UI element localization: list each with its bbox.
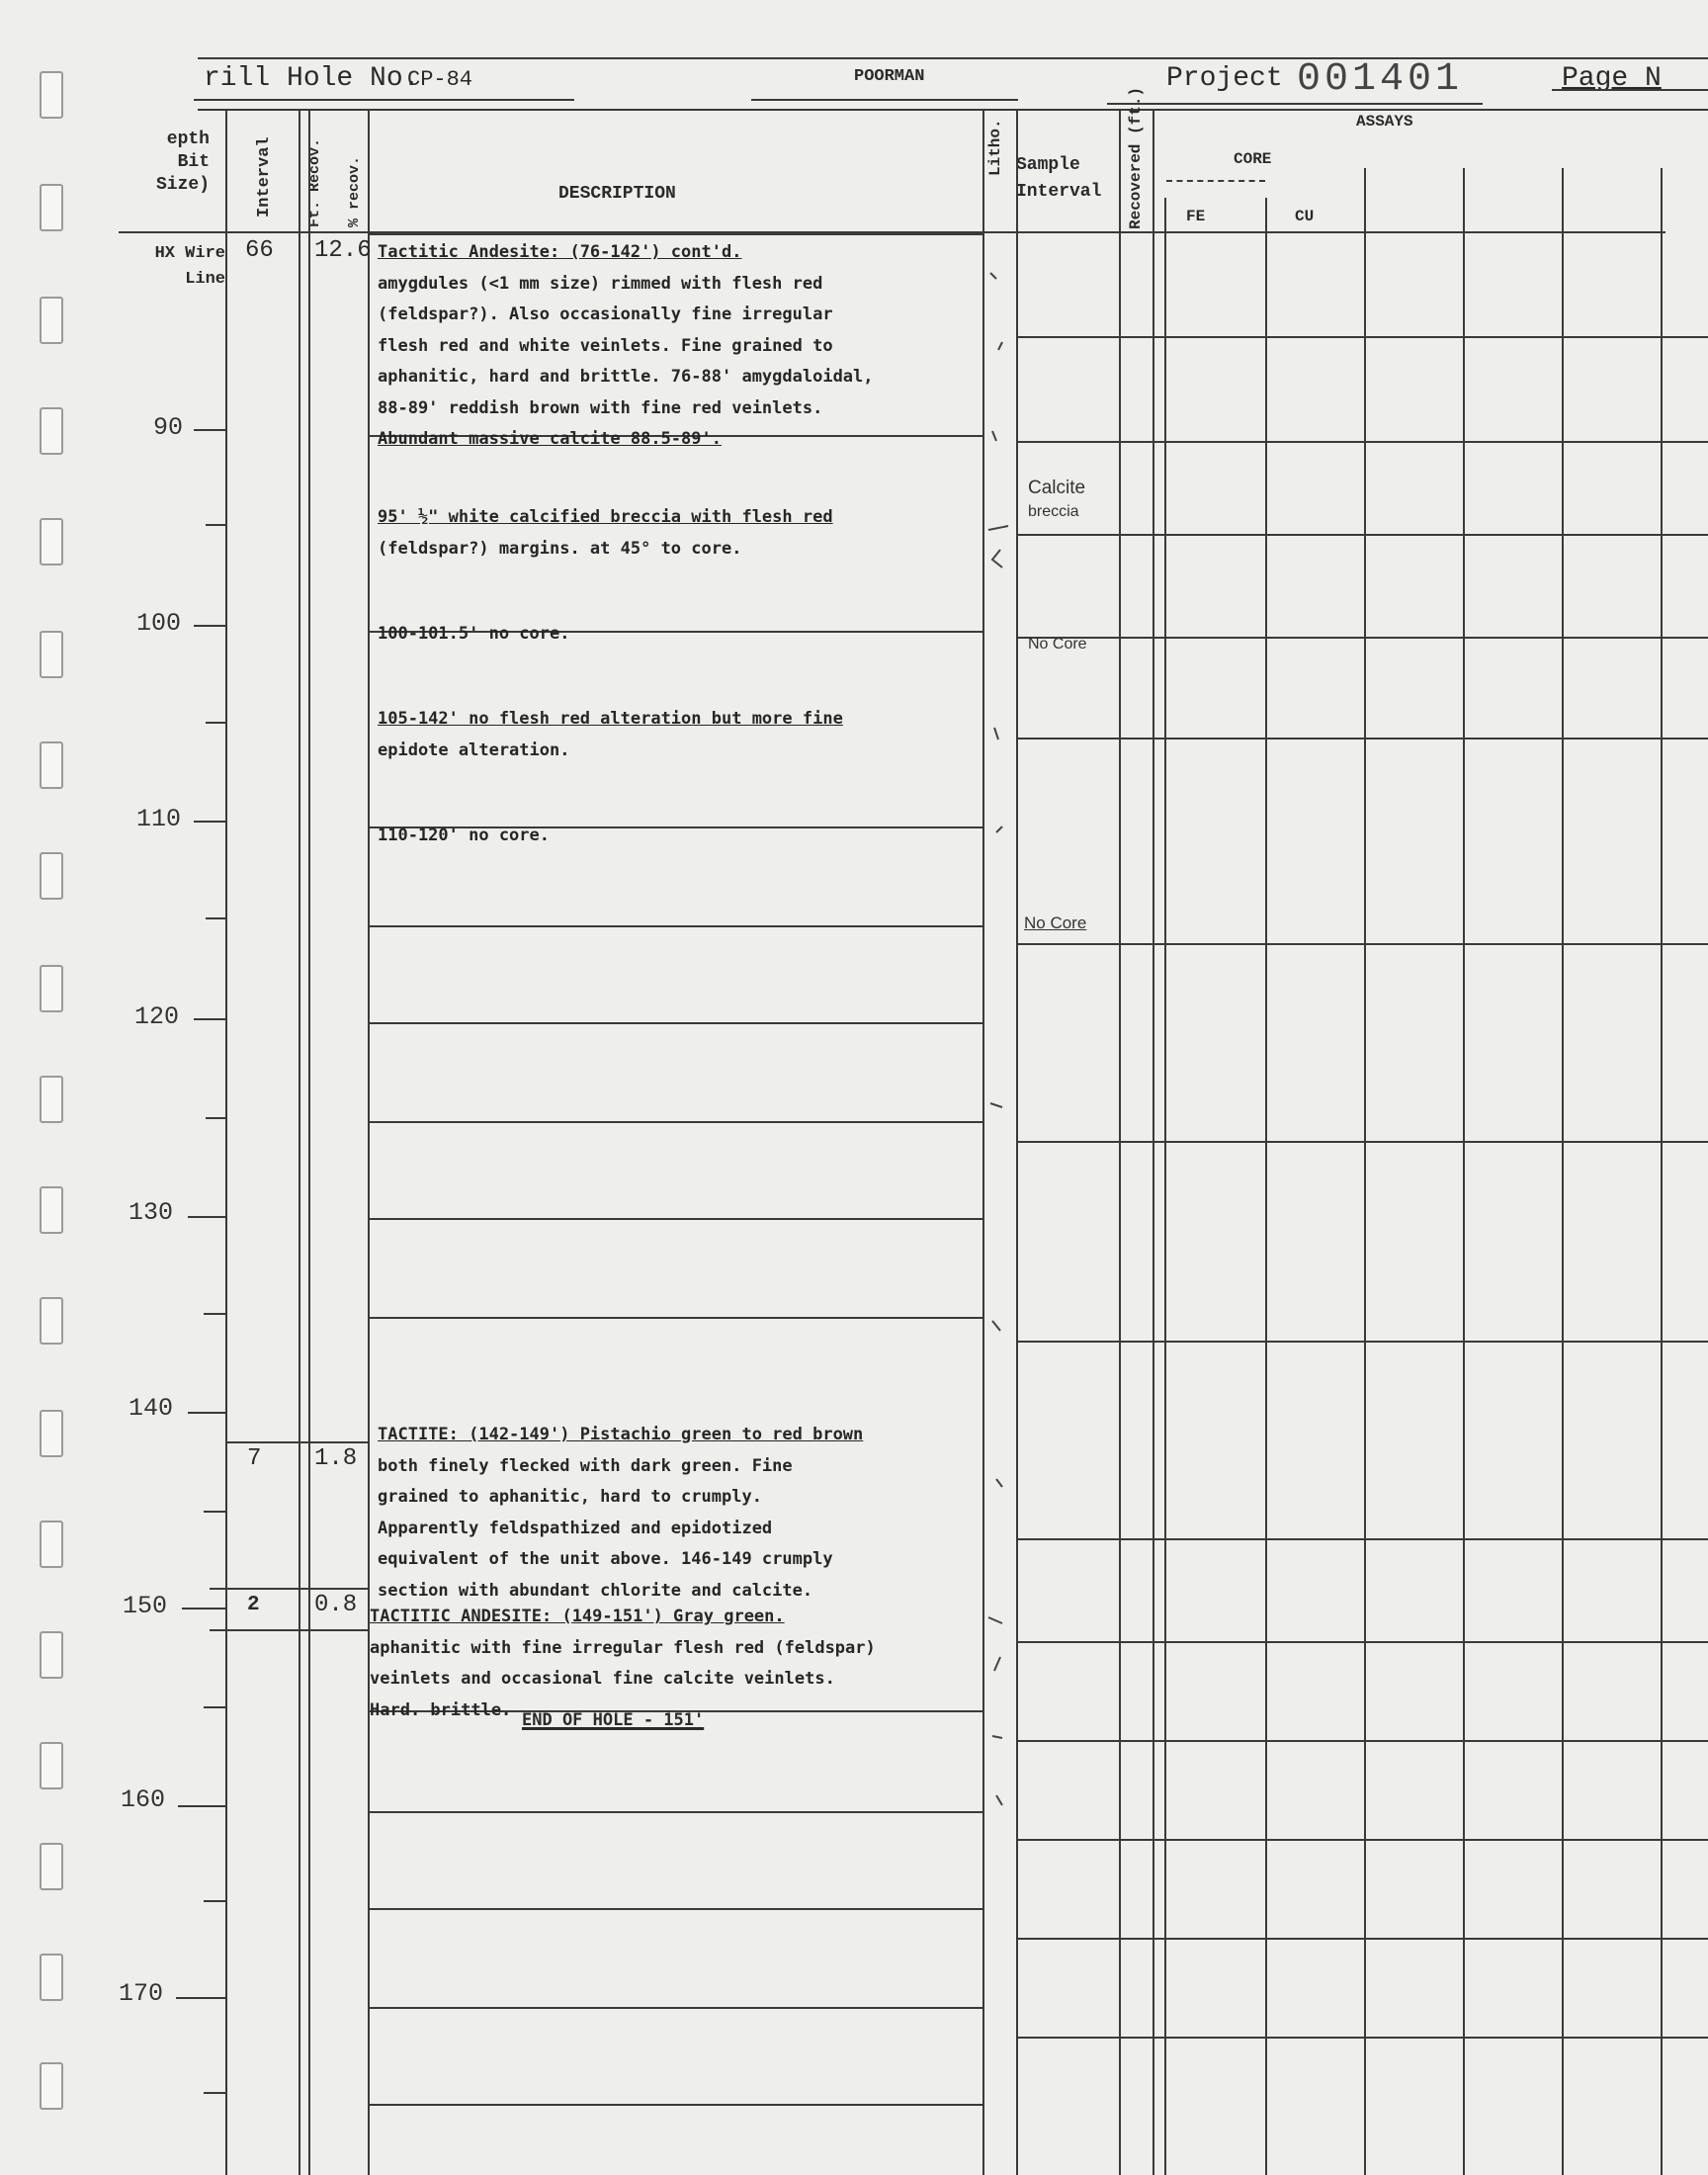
sample-interval-column-header: Sample Interval: [1016, 155, 1102, 202]
top-border: [198, 57, 1708, 59]
depth-minor-tick: [204, 1511, 225, 1513]
row-line: [1016, 1740, 1708, 1742]
depth-tick: [194, 1018, 225, 1020]
sample-note: Calcite breccia: [1028, 478, 1086, 520]
row-line: [1016, 1839, 1708, 1841]
binder-hole: [40, 1410, 63, 1457]
drill-hole-label: rill Hole No.: [204, 63, 420, 94]
row-line: [1016, 637, 1708, 639]
lithology-column-header: Litho.: [986, 119, 1004, 176]
interval-value: 2: [247, 1594, 260, 1616]
depth-minor-tick: [204, 1900, 225, 1902]
row-line: [1016, 441, 1708, 443]
binder-hole: [40, 71, 63, 119]
sample-note: No Core: [1024, 914, 1087, 932]
bit-size: HX Wire Line: [154, 244, 225, 289]
depth-minor-tick: [206, 524, 225, 526]
row-line: [368, 2007, 982, 2009]
depth-tick: [178, 1805, 225, 1807]
header-top-line: [198, 109, 1708, 111]
description-column-header: DESCRIPTION: [558, 184, 676, 204]
col-line: [368, 109, 370, 2175]
row-line: [368, 1121, 982, 1123]
sample-note: No Core: [1028, 636, 1087, 652]
depth-minor-tick: [204, 2092, 225, 2094]
depth-tick-label: 160: [121, 1785, 166, 1814]
project-label: Project: [1166, 63, 1283, 94]
recovery-value: 12.6: [314, 237, 372, 264]
cu-header: CU: [1295, 208, 1315, 225]
row-line: [368, 1908, 982, 1910]
lithology-marks: [982, 233, 1016, 2175]
end-of-hole: END OF HOLE - 151': [522, 1710, 705, 1730]
project-number: 001401: [1297, 57, 1464, 102]
col-line: [1364, 168, 1366, 2175]
description-block: 105-142' no flesh red alteration but more fine epidote alteration.: [378, 709, 843, 760]
row-line: [1016, 336, 1708, 338]
core-header: CORE: [1234, 150, 1272, 168]
binder-hole: [40, 1521, 63, 1568]
pct-recovery-column-header: % recov.: [346, 155, 363, 227]
recovery-column-header: Ft. Recov.: [306, 137, 323, 227]
interval-separator: [210, 1588, 370, 1590]
row-line: [1016, 2037, 1708, 2039]
binder-hole: [40, 1297, 63, 1345]
interval-column-header: Interval: [255, 136, 274, 218]
binder-hole: [40, 1076, 63, 1123]
col-line: [225, 109, 227, 2175]
depth-tick: [188, 1216, 225, 1218]
page-label: Page N: [1562, 63, 1662, 94]
row-line: [368, 925, 982, 927]
binder-hole: [40, 631, 63, 678]
row-line: [1016, 1341, 1708, 1343]
depth-column-header: epth Bit Size): [155, 130, 210, 195]
row-line: [1016, 1141, 1708, 1143]
divider: [1107, 103, 1483, 105]
binder-hole: [40, 184, 63, 231]
description-block: 110-120' no core.: [378, 826, 550, 845]
binder-hole: [40, 852, 63, 900]
row-line: [1016, 1938, 1708, 1940]
description-block: 95' ½" white calcified breccia with flesh red (feldspar?) margins. at 45° to core.: [378, 507, 833, 559]
col-line: [1661, 168, 1663, 2175]
col-line: [299, 109, 300, 2175]
depth-tick-label: 170: [119, 1979, 164, 2008]
row-line: [368, 233, 982, 235]
row-line: [368, 1811, 982, 1813]
depth-tick-label: 90: [153, 413, 184, 442]
binder-hole: [40, 297, 63, 344]
binder-hole: [40, 741, 63, 789]
interval-separator: [210, 1629, 370, 1631]
binder-hole: [40, 407, 63, 455]
center-title: POORMAN: [854, 67, 925, 86]
col-line: [1562, 168, 1564, 2175]
depth-tick: [182, 1608, 225, 1610]
description-block: TACTITIC ANDESITE: (149-151') Gray green. aphanitic with fine irregular flesh red (feldspar) veinlets and occasional fine calcite veinlets. Hard. brittle.: [370, 1607, 876, 1720]
depth-minor-tick: [206, 1117, 225, 1119]
row-line: [368, 1218, 982, 1220]
row-line: [1016, 1641, 1708, 1643]
depth-tick-label: 150: [123, 1592, 168, 1620]
depth-tick-label: 140: [128, 1394, 174, 1423]
interval-value: 7: [247, 1445, 262, 1472]
binder-hole: [40, 2062, 63, 2110]
depth-tick-label: 130: [128, 1198, 174, 1227]
depth-minor-tick: [204, 1706, 225, 1708]
depth-tick: [188, 1412, 225, 1414]
col-line: [1265, 198, 1267, 2175]
depth-tick: [194, 821, 225, 823]
binder-hole: [40, 965, 63, 1012]
row-line: [1016, 1538, 1708, 1540]
divider: [1552, 89, 1708, 91]
depth-minor-tick: [206, 722, 225, 724]
depth-tick-label: 100: [136, 609, 182, 638]
binder-hole: [40, 1843, 63, 1890]
row-line: [368, 1317, 982, 1319]
depth-tick-label: 110: [136, 805, 182, 833]
drill-hole-number: CP-84: [407, 67, 473, 92]
binder-hole: [40, 1186, 63, 1234]
depth-tick: [194, 429, 225, 431]
depth-minor-tick: [206, 917, 225, 919]
col-line: [1164, 198, 1166, 2175]
depth-minor-tick: [204, 1313, 225, 1315]
binder-hole: [40, 518, 63, 566]
interval-value: 66: [245, 237, 274, 264]
binder-hole: [40, 1954, 63, 2001]
row-line: [368, 2104, 982, 2106]
fe-header: FE: [1186, 208, 1206, 225]
row-line: [1016, 943, 1708, 945]
recovered-column-header: Recovered (ft.): [1127, 86, 1145, 229]
row-line: [1016, 738, 1708, 740]
depth-tick: [194, 625, 225, 627]
recovery-value: 0.8: [314, 1592, 358, 1618]
divider: [751, 99, 1018, 101]
col-line: [1463, 168, 1465, 2175]
depth-tick-label: 120: [134, 1002, 180, 1031]
row-line: [1016, 534, 1708, 536]
core-divider: [1166, 180, 1265, 182]
description-block: 100-101.5' no core.: [378, 624, 570, 644]
recovery-value: 1.8: [314, 1445, 358, 1472]
divider: [194, 99, 574, 101]
assays-header: ASSAYS: [1356, 113, 1413, 130]
binder-hole: [40, 1742, 63, 1789]
binder-hole: [40, 1631, 63, 1679]
description-block: Tactitic Andesite: (76-142') cont'd. amygdules (<1 mm size) rimmed with flesh red (feldspar?). Also occasionally fine irregular flesh red and white veinlets. Fine grained to aphanitic, hard and brittle. 76-88' amygdaloidal, 88-89' reddish brown with fine red veinlets. Abundant massive calcite 88.5-89'.: [378, 242, 874, 449]
depth-tick: [176, 1997, 225, 1999]
col-line: [308, 109, 310, 2175]
description-block: TACTITE: (142-149') Pistachio green to red brown both finely flecked with dark green. Fine grained to aphanitic, hard to crumply. Apparently feldspathized and epidotized equivalent of the unit above. 146-149 crumply section with abundant chlorite and calcite.: [378, 1425, 864, 1601]
row-line: [368, 1022, 982, 1024]
interval-separator: [225, 1441, 370, 1443]
